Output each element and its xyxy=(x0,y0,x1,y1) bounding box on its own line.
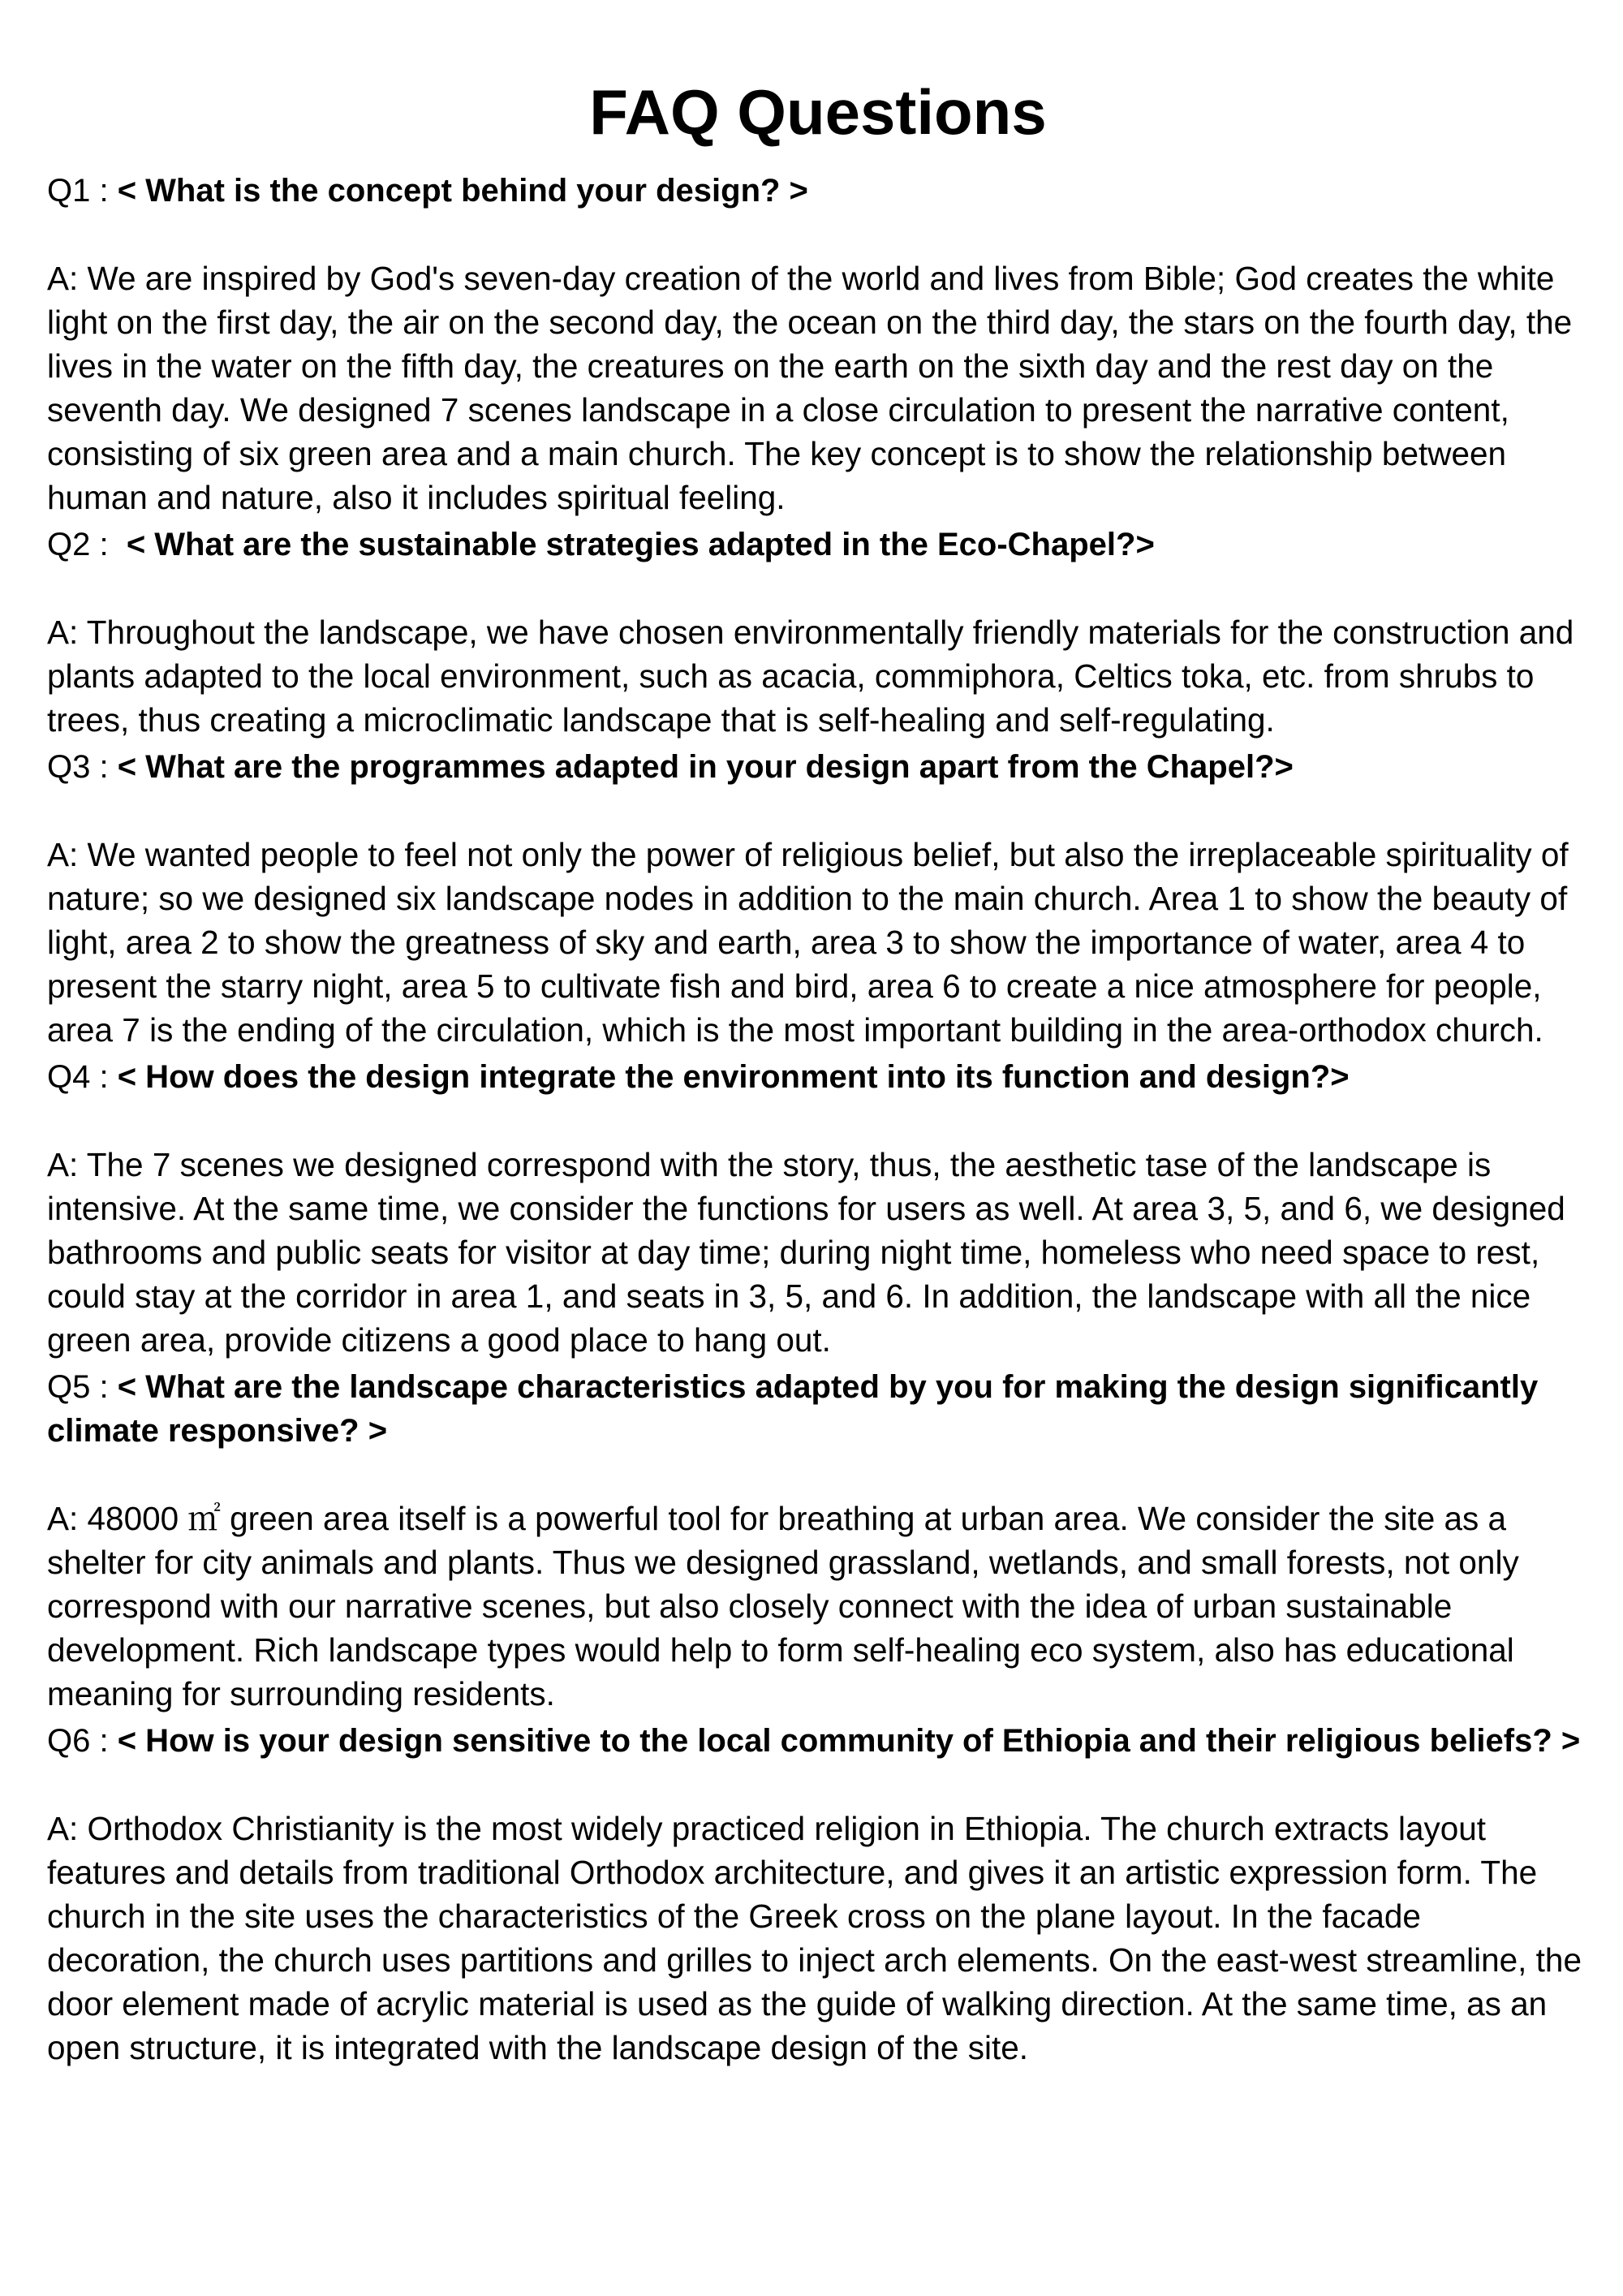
question-text: < What are the landscape characteristics adapted by you for making the design significantly climate responsive? > xyxy=(47,1368,1539,1449)
faq-item-2 xyxy=(47,523,1589,742)
question-label: Q1 : xyxy=(47,172,118,209)
answer-2: A: Throughout the landscape, we have chosen environmentally friendly materials for the construction and plants adapted to the local environment, such as acacia, commiphora, Celtics toka, etc. from shrubs to trees, thus creating a microclimatic landscape that is self-healing and self-regulating. xyxy=(47,613,1574,739)
question-text: < How is your design sensitive to the local community of Ethiopia and their religious beliefs? > xyxy=(117,1722,1581,1759)
faq-item-5 xyxy=(47,1365,1589,1716)
faq-item-6 xyxy=(47,1719,1589,2070)
question-label: Q3 : xyxy=(47,748,118,785)
faq-document xyxy=(47,75,1589,2073)
question-1 xyxy=(47,169,1589,213)
question-2 xyxy=(47,523,1589,566)
faq-item-1 xyxy=(47,169,1589,519)
question-label: Q6 : xyxy=(47,1722,118,1759)
question-3 xyxy=(47,745,1589,789)
question-5 xyxy=(47,1365,1589,1453)
question-label: Q2 : xyxy=(47,526,127,562)
question-text: < What are the sustainable strategies adapted in the Eco-Chapel?> xyxy=(126,526,1155,562)
question-text: < What is the concept behind your design? > xyxy=(117,172,808,209)
faq-item-3 xyxy=(47,745,1589,1052)
question-6 xyxy=(47,1719,1589,1763)
question-label: Q4 : xyxy=(47,1058,118,1095)
faq-item-4 xyxy=(47,1055,1589,1362)
question-4 xyxy=(47,1055,1589,1099)
page-title: FAQ Questions xyxy=(589,76,1047,148)
answer-4: A: The 7 scenes we designed correspond with the story, thus, the aesthetic tase of the landscape is intensive. At the same time, we consider the functions for users as well. At area 3, 5, and 6, we designed bathrooms and public seats for visitor at day time; during night time, homeless who need space to rest, could stay at the corridor in area 1, and seats in 3, 5, and 6. In addition, the landscape with all the nice green area, provide citizens a good place to hang out. xyxy=(47,1145,1565,1359)
answer-1: A: We are inspired by God's seven-day creation of the world and lives from Bible; God creates the white light on the first day, the air on the second day, the ocean on the third day, the stars on the fourth day, the lives in the water on the fifth day, the creatures on the earth on the sixth day and the rest day on the seventh day. We designed 7 scenes landscape in a close circulation to present the narrative content, consisting of six green area and a main church. The key concept is to show the relationship between human and nature, also it includes spiritual feeling. xyxy=(47,259,1573,516)
answer-6: A: Orthodox Christianity is the most widely practiced religion in Ethiopia. The church extracts layout features and details from traditional Orthodox architecture, and gives it an artistic expression form. The church in the site uses the characteristics of the Greek cross on the plane layout. In the facade decoration, the church uses partitions and grilles to inject arch elements. On the east-west streamline, the door element made of acrylic material is used as the guide of walking direction. At the same time, as an open structure, it is integrated with the landscape design of the site. xyxy=(47,1809,1582,2066)
question-text: < What are the programmes adapted in your design apart from the Chapel?> xyxy=(117,748,1294,785)
answer-5: A: 48000 ㎡ green area itself is a powerful tool for breathing at urban area. We consider the site as a shelter for city animals and plants. Thus we designed grassland, wetlands, and small forests, not only correspond with our narrative scenes, but also closely connect with the idea of urban sustainable development. Rich landscape types would help to form self-healing eco system, also has educational meaning for surrounding residents. xyxy=(47,1499,1519,1712)
question-text: < How does the design integrate the environment into its function and design?> xyxy=(117,1058,1350,1095)
question-label: Q5 : xyxy=(47,1368,118,1405)
answer-3: A: We wanted people to feel not only the power of religious belief, but also the irreplaceable spirituality of nature; so we designed six landscape nodes in addition to the main church. Area 1 to show the beauty of light, area 2 to show the greatness of sky and earth, area 3 to show the importance of water, area 4 to present the starry night, area 5 to cultivate fish and bird, area 6 to create a nice atmosphere for people, area 7 is the ending of the circulation, which is the most important building in the area-orthodox church. xyxy=(47,835,1569,1049)
